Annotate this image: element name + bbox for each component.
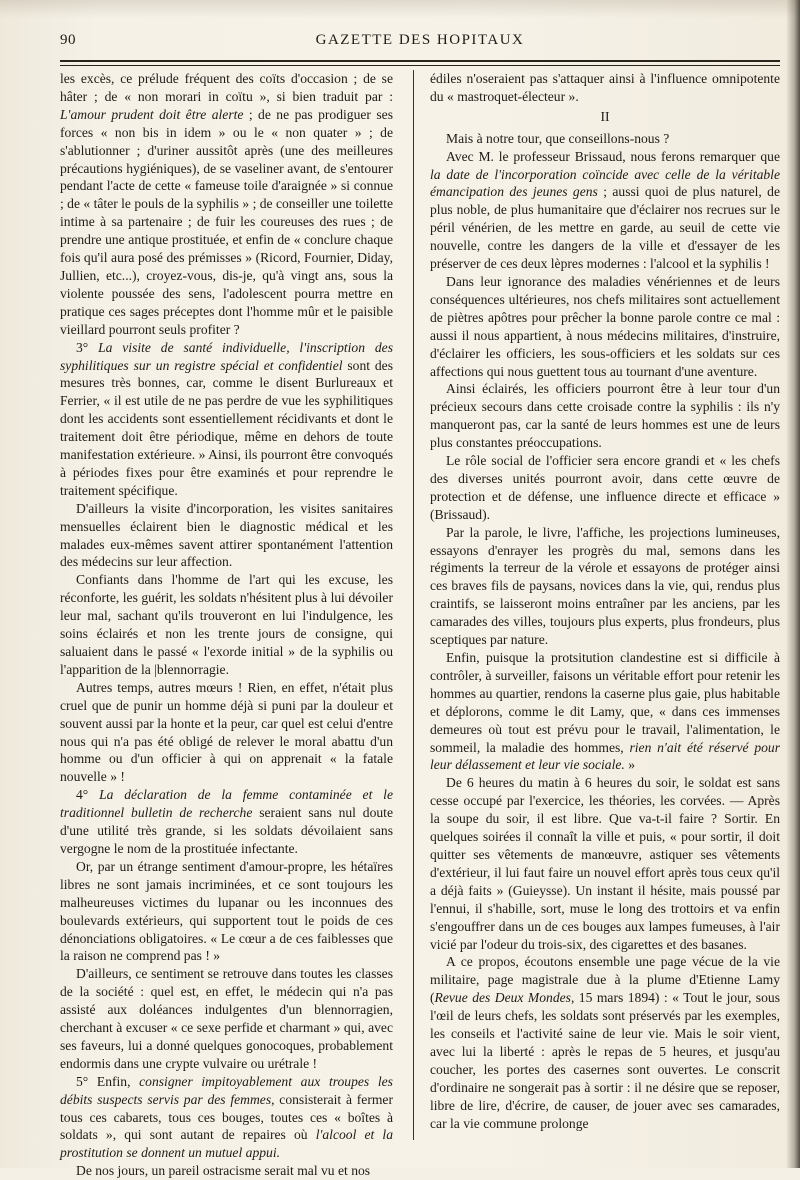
paragraph: D'ailleurs, ce sentiment se retrouve dans toutes les classes de la société : quel est, en effet, le médecin qui n'a pas assisté aux doléances indulgentes d'un blennorragien, cherchant à excuser « ce sexe perfide et charmant » qui, avec ses faveurs, lui a donné quelques gonocoques, probablement endormis dans une crypte vulvaire ou urétrale ! [60,966,393,1071]
paragraph: édiles n'oseraient pas s'attaquer ainsi à l'influence omnipotente du « mastroquet-électeur ». [430,71,780,104]
paragraph: Avec M. le professeur Brissaud, nous ferons remarquer que la date de l'incorporation coïncide avec celle de la véritable émancipation des jeunes gens ; aussi quoi de plus naturel, de plus noble, de plus humanitaire que d'éclairer nos recrues sur le péril vénérien, de les mettre en garde, au seuil de cette vie nouvelle, contre les dangers de la ville et d'essayer de les préserver de ces deux lèpres modernes : l'alcool et la syphilis ! [430,148,780,272]
left-column [60,70,393,1180]
header-rule-thin [60,65,780,66]
paragraph: Mais à notre tour, que conseillons-nous ? [446,130,670,146]
paragraph: Le rôle social de l'officier sera encore grandi et « les chefs des diverses unités pourront avoir, dans cette œuvre de protection et de défense, une influence directe et efficace » (Brissaud). [430,453,780,522]
paragraph: Confiants dans l'homme de l'art qui les excuse, les réconforte, les guérit, les soldats n'hésitent plus à lui dévoiler leur mal, sachant qu'ils trouveront en lui l'indulgence, les soins éclairés et non les trente jours de consigne, qui saluaient dans le passé « l'exorde initial » de la syphilis ou l'apparition de la |blennorragie. [60,572,393,677]
paragraph: De 6 heures du matin à 6 heures du soir, le soldat est sans cesse occupé par l'exercice, les théories, les corvées. — Après la soupe du soir, il est libre. Que va-t-il faire ? Sortir. En quelques soirées il connaît la ville et puis, « pour sortir, il doit quitter ses vêtements de manœuvre, astiquer ses vêtements d'extérieur, il lui faut faire un nouvel effort après tous ceux qu'il a déjà faits » (Guieysse). Un instant il hésite, mais poussé par l'ennui, il s'habille, sort, muse le long des trottoirs et va enfin s'engouffrer dans un de ces bouges aux lampes fumeuses, à l'air vicié par l'odeur du trois-six, des cigarettes et des basanes. [430,775,780,952]
paragraph: Enfin, puisque la protsitution clandestine est si difficile à contrôler, à surveiller, faisons un véritable effort pour retenir les hommes au quartier, rendons la caserne plus gaie, plus habitable et déplorons, comme le dit Lamy, que, « dans ces immenses demeures où tout est prévu pour le travail, l'alimentation, le sommeil, la maladie des hommes, rien n'ait été réservé pour leur délassement et leur vie sociale. » [430,650,781,773]
paragraph: De nos jours, un pareil ostracisme serait mal vu et nos [76,1163,371,1179]
paragraph: 5° Enfin, consigner impitoyablement aux troupes les débits suspects servis par des femmes, consisterait à fermer tous ces cabarets, tous ces bouges, toutes ces « boîtes à soldats », qui sont autant de repaires où l'alcool et la prostitution se donnent un mutuel appui. [60,1073,393,1161]
section-number: II [600,108,610,124]
running-title: GAZETTE DES HOPITAUX [315,32,525,48]
paragraph: 3° La visite de santé individuelle, l'inscription des syphilitiques sur un registre spécial et confidentiel sont des mesures très bonnes, car, comme le disent Burlureaux et Ferrier, « il est utile de ne pas perdre de vue les syphilitiques dont les accidents sont essentiellement récidivants et dont le traitement doit être périodique, même en dehors de toute manifestation extérieure. » Ainsi, ils pourront être convoqués à périodes fixes pour être examinés et pour reprendre le traitement spécifique. [60,339,393,498]
column-divider [413,70,414,1140]
paragraph: Or, par un étrange sentiment d'amour-propre, les hétaïres libres ne sont jamais incriminées, et ce sont toujours les malheureuses victimes du lupanar ou les inconnues des boulevards extérieurs, qui supportent tout le poids de ces dénonciations obligatoires. « Le cœur a de ces faiblesses que la raison ne comprend pas ! » [60,858,393,964]
binding-shadow [786,0,800,1168]
paragraph: Autres temps, autres mœurs ! Rien, en effet, n'était plus cruel que de punir un homme déjà si puni par la douleur et souvent aussi par la honte et la peur, car quel est celui d'entre nous qui n'a pas été obligé de relever le moral abattu d'un homme ou d'un officier à qui on apprenait « la fatale nouvelle » ! [60,679,393,785]
page-number: 90 [60,32,76,48]
paragraph: Dans leur ignorance des maladies vénériennes et de leurs conséquences ultérieures, nos chefs militaires sont actuellement de piètres apôtres pour prêcher la bonne parole contre ce mal : aussi il nous appartient, à nous médecins militaires, d'instruire, d'éclairer les officiers, les sous-officiers et les soldats sur ces affections qui nous guettent tous au tournant d'une aventure. [430,273,780,379]
paragraph: 4° La déclaration de la femme contaminée et le traditionnel bulletin de recherche seraient sans nul doute d'une utilité très grande, si les soldats dévoilaient sans vergogne le nom de la prostituée infectante. [60,787,393,856]
paragraph: A ce propos, écoutons ensemble une page vécue de la vie militaire, page magistrale due à la plume d'Etienne Lamy (Revue des Deux Mondes, 15 mars 1894) : « Tout le jour, sous l'œil de leurs chefs, les soldats sont préservés par les exemples, les conseils et l'activité saine de leur vie. Mais le soir vient, avec lui la liberté : après le repas de 5 heures, et jusqu'au coucher, les portes des casernes sont ouvertes. Le conscrit d'ordinaire ne songerait pas à sortir : il ne désire que se reposer, libre de lire, d'écrire, de causer, de jouer avec ses camarades, car la vie commune prolonge [430,954,780,1131]
paragraph: D'ailleurs la visite d'incorporation, les visites sanitaires mensuelles éclairent bien le diagnostic médical et les malades eux-mêmes savent attirer spontanément l'attention des médecins sur leur affection. [60,500,393,570]
paragraph: Ainsi éclairés, les officiers pourront être à leur tour d'un précieux secours dans cette croisade contre la syphilis : ils n'y manqueront pas, car la santé de leurs hommes est une de leurs plus constantes préoccupations. [430,381,780,451]
header-rule-thick [60,60,780,62]
right-column [430,70,780,1132]
page-top-shade [0,0,800,18]
paragraph: les excès, ce prélude fréquent des coïts d'occasion ; de se hâter ; de « non morari in coïtu », si bien traduit par : L'amour prudent doit être alerte ; de ne pas prodiguer ses forces « non bis in idem » ou le « non quater » ; de s'ablutionner ; d'uriner aussitôt après (une des meilleures précautions hygiéniques), de se vaseliner avant, de s'entourer pendant l'acte de cette « fameuse toile d'araignée » si connue ; de « tâter le pouls de la syphilis » ; de conseiller une toilette intime à sa partenaire ; de fuir les coureuses des rues ; de prendre une antique prostituée, et enfin de « conclure chaque fois qu'il aura posé des prémisses » (Ricord, Fournier, Diday, Jullien, etc...), croyez-vous, dis-je, qu'à vingt ans, sous la violente poussée des sens, l'adolescent pourra mettre en pratique ces sages préceptes dont l'homme mûr et le paisible vieillard pourront seuls profiter ? [60,71,393,337]
paragraph: Par la parole, le livre, l'affiche, les projections lumineuses, essayons d'enrayer les progrès du mal, semons dans les régiments la terreur de la vérole et essayons de protéger ainsi ces braves fils de paysans, novices dans la vie, qui, rendus plus craintifs, se laisseront moins entraîner par les anciens, par les camarades des villes, toujours plus experts, plus frondeurs, plus sceptiques par nature. [430,524,780,648]
page-header [60,30,780,54]
